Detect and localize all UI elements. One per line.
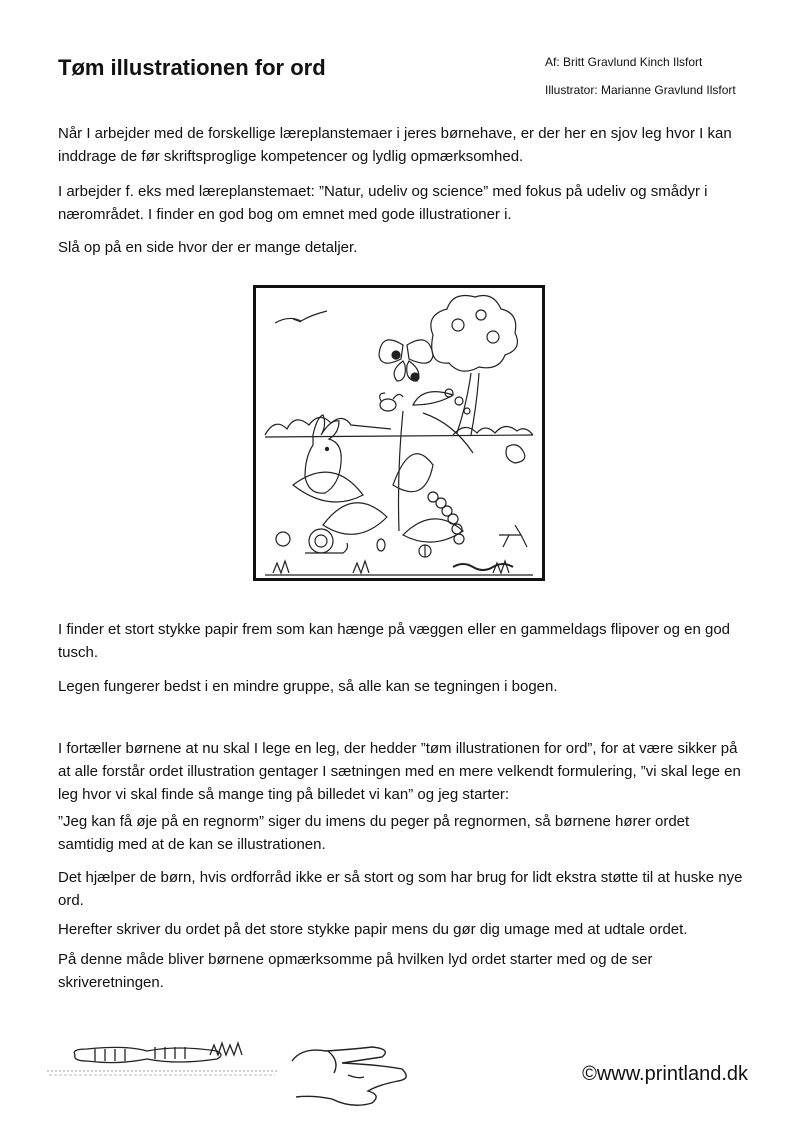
paragraph-group-size: Legen fungerer bedst i en mindre gruppe, så alle kan se tegningen i bogen. bbox=[58, 678, 558, 695]
pointing-hand-drawing bbox=[288, 1035, 438, 1115]
paragraph-example: ”Jeg kan få øje på en regnorm” siger du imens du peger på regnormen, så børnene hører ordet samtidig med at de kan se illustrationen. bbox=[58, 813, 690, 853]
paragraph-awareness: På denne måde bliver børnene opmærksomme på hvilken lyd ordet starter med og de ser skriveretningen. bbox=[58, 951, 653, 991]
paragraph-explain-game: I fortæller børnene at nu skal I lege en leg, der hedder ”tøm illustrationen for ord”, for at være sikker på at alle forstår ordet illustration gentager I sætningen med en mere velkendt formulering, ”vi skal lege en leg hvor vi skal finde så mange ting på billedet vi kan” og jeg starter: bbox=[58, 740, 741, 803]
paragraph-materials: I finder et stort stykke papir frem som kan hænge på væggen eller en gammeldags flipover og en god tusch. bbox=[58, 621, 731, 661]
author-credit: Af: Britt Gravlund Kinch Ilsfort bbox=[545, 55, 703, 69]
copyright-footer: ©www.printland.dk bbox=[582, 1063, 748, 1085]
page-title: Tøm illustrationen for ord bbox=[58, 55, 326, 80]
paragraph-intro: Når I arbejder med de forskellige læreplanstemaer i jeres børnehave, er der her en sjov leg hvor I kan inddrage de før skriftsproglige kompetencer og lydlig opmærksomhed. bbox=[58, 125, 732, 165]
paragraph-theme: I arbejder f. eks med læreplanstemaet: ”Natur, udeliv og science” med fokus på udeliv og smådyr i nærområdet. I finder en god bog om emnet med gode illustrationer i. bbox=[58, 183, 708, 223]
worm-drawing bbox=[45, 1035, 280, 1085]
paragraph-write-word: Herefter skriver du ordet på det store stykke papir mens du gør dig umage med at udtale ordet. bbox=[58, 921, 688, 938]
paragraph-vocabulary: Det hjælper de børn, hvis ordforråd ikke er så stort og som har brug for lidt ekstra støtte til at huske nye ord. bbox=[58, 869, 743, 909]
nature-illustration bbox=[253, 285, 545, 581]
illustrator-credit: Illustrator: Marianne Gravlund Ilsfort bbox=[545, 83, 736, 97]
paragraph-open-book: Slå op på en side hvor der er mange detaljer. bbox=[58, 239, 358, 256]
